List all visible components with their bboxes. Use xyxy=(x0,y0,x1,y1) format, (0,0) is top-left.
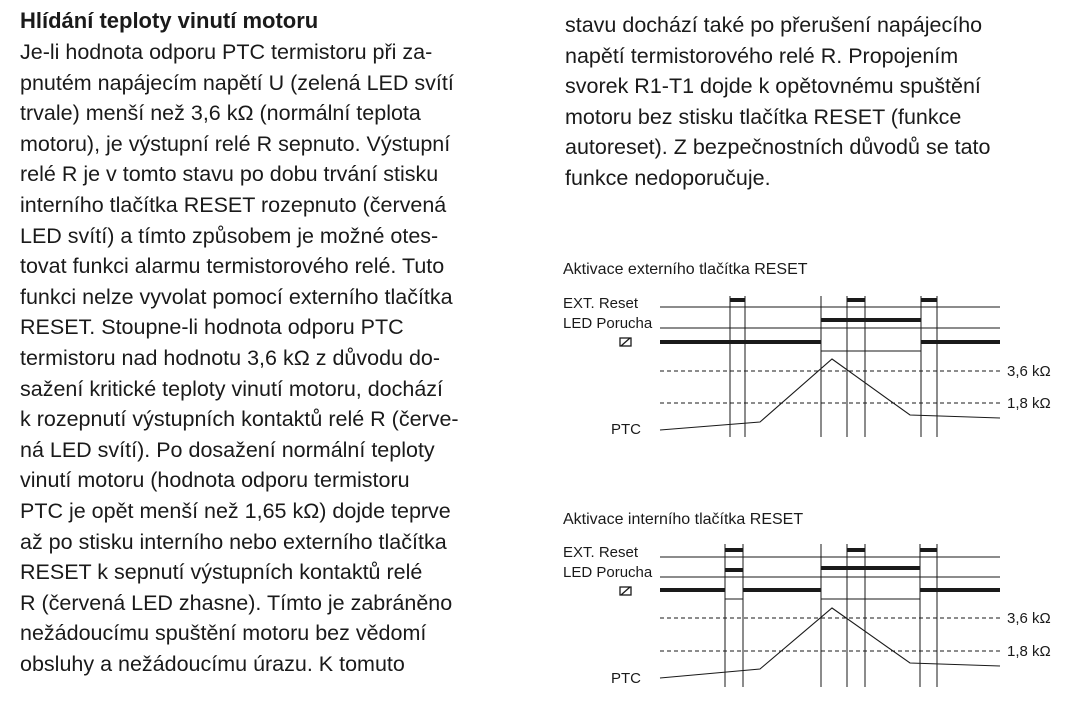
section-heading: Hlídání teploty vinutí motoru xyxy=(20,8,319,33)
ext-reset-label: EXT. Reset xyxy=(563,544,639,561)
text-line: LED svítí) a tímto způsobem je možné otes- xyxy=(20,223,439,248)
timing-diagram-external-reset xyxy=(560,252,1080,467)
text-line: Je-li hodnota odporu PTC termistoru při za- xyxy=(20,40,433,64)
led-fault-label: LED Porucha xyxy=(563,564,653,581)
ext-reset-trace xyxy=(660,550,1000,557)
text-line: interního tlačítka RESET rozepnuto (červená xyxy=(20,192,447,217)
ptc-curve xyxy=(660,359,1000,430)
ptc-label: PTC xyxy=(611,421,641,438)
ext-reset-label: EXT. Reset xyxy=(563,295,639,312)
text-line: trvale) menší než 3,6 kΩ (normální teplota xyxy=(20,101,421,126)
text-line: pnutém napájecím napětí U (zelená LED svítí xyxy=(20,70,454,95)
text-line: sažení kritické teploty vinutí motoru, dochází xyxy=(20,376,444,401)
threshold-high-label: 3,6 kΩ xyxy=(1007,610,1051,627)
time-markers xyxy=(730,296,937,437)
timing-diagram-internal-reset xyxy=(560,502,1080,717)
text-line: motoru bez stisku tlačítka RESET (funkce xyxy=(565,104,962,129)
text-line: R (červená LED zhasne). Tímto je zabráněno xyxy=(20,590,453,615)
text-line: autoreset). Z bezpečnostních důvodů se tato xyxy=(565,135,991,160)
relay-contact-icon xyxy=(620,587,631,595)
threshold-low-label: 1,8 kΩ xyxy=(1007,643,1051,660)
text-line: ná LED svítí). Po dosažení normální teploty xyxy=(20,437,435,462)
text-line: motoru), je výstupní relé R sepnuto. Výstupní xyxy=(20,131,451,156)
text-line: až po stisku interního nebo externího tlačítka xyxy=(20,529,447,554)
threshold-low-label: 1,8 kΩ xyxy=(1007,395,1051,412)
text-line: termistoru nad hodnotu 3,6 kΩ z důvodu do- xyxy=(20,345,441,370)
text-line: napětí termistorového relé R. Propojením xyxy=(565,43,959,68)
text-line: RESET. Stoupne-li hodnota odporu PTC xyxy=(20,315,404,340)
led-fault-label: LED Porucha xyxy=(563,315,653,332)
ptc-label: PTC xyxy=(611,670,641,687)
ext-reset-trace xyxy=(660,300,1000,307)
led-fault-trace xyxy=(660,568,1000,577)
text-line: nežádoucímu spuštění motoru bez vědomí xyxy=(20,621,427,646)
threshold-lines xyxy=(660,618,1000,651)
led-fault-trace xyxy=(660,320,1000,328)
text-line: relé R je v tomto stavu po dobu trvání stisku xyxy=(20,162,439,187)
text-line: RESET k sepnutí výstupních kontaktů relé xyxy=(20,560,423,585)
text-line: k rozepnutí výstupních kontaktů relé R (červe- xyxy=(20,407,459,432)
text-line: funkci nelze vyvolat pomocí externího tlačítka xyxy=(20,284,453,309)
text-line: vinutí motoru (hodnota odporu termistoru xyxy=(20,468,410,493)
text-line: PTC je opět menší než 1,65 kΩ) dojde teprve xyxy=(20,498,451,523)
relay-contact-icon xyxy=(620,338,631,346)
text-line: tovat funkci alarmu termistorového relé. Tuto xyxy=(20,254,445,279)
diagram-title: Aktivace externího tlačítka RESET xyxy=(563,261,808,278)
text-line: stavu dochází také po přerušení napájecího xyxy=(565,13,983,37)
text-line: funkce nedoporučuje. xyxy=(565,165,771,190)
threshold-high-label: 3,6 kΩ xyxy=(1007,363,1051,380)
diagram-title: Aktivace interního tlačítka RESET xyxy=(563,511,804,528)
threshold-lines xyxy=(660,371,1000,403)
time-markers xyxy=(725,544,937,687)
relay-output-trace xyxy=(660,342,1000,351)
text-line: svorek R1-T1 dojde k opětovnému spuštění xyxy=(565,74,981,99)
right-text-column xyxy=(565,10,991,194)
text-line: obsluhy a nežádoucímu úrazu. K tomuto xyxy=(20,651,405,676)
relay-output-trace xyxy=(660,590,1000,599)
left-text-column xyxy=(20,37,459,679)
